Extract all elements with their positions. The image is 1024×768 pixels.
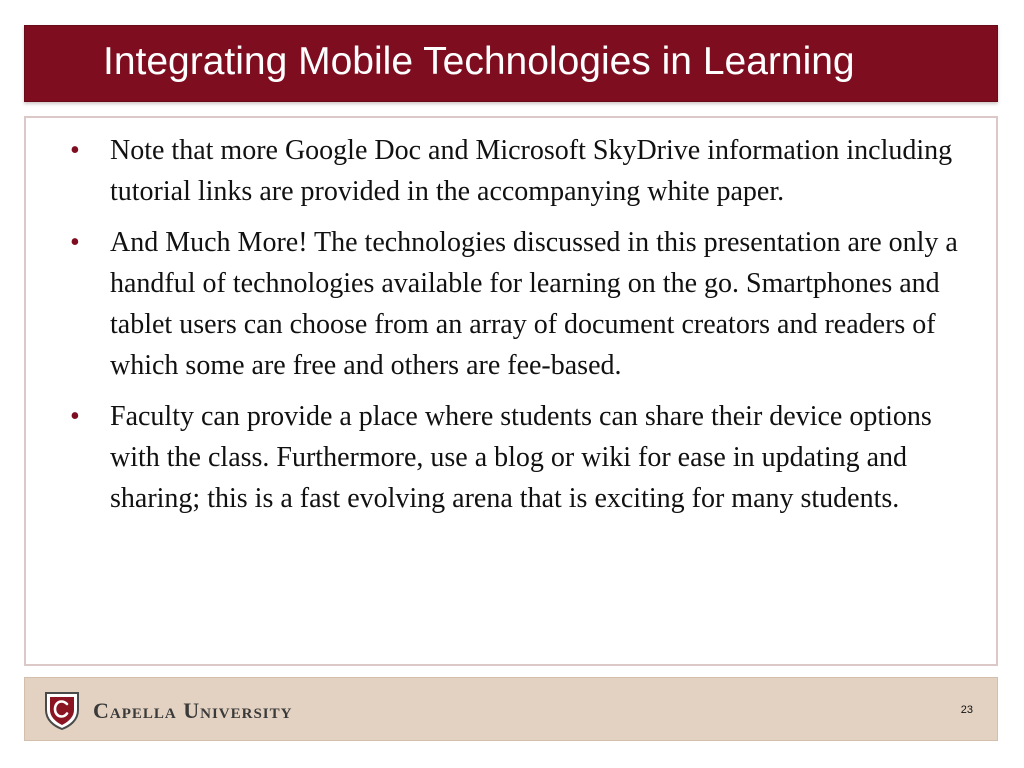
footer-bar — [24, 677, 998, 741]
bullet-text: Faculty can provide a place where students can share their device options with the class. Furthermore, use a blog or wiki for ease in updating and sharing; this is a fast evolving arena that is exciting for many students. — [110, 401, 932, 514]
title-bar — [24, 25, 998, 102]
shield-icon — [43, 690, 81, 730]
page-number: 23 — [960, 704, 973, 716]
bullet-list — [26, 130, 996, 529]
bullet-item — [26, 130, 996, 212]
bullet-marker: • — [70, 227, 80, 258]
bullet-text: Note that more Google Doc and Microsoft SkyDrive information including tutorial links are provided in the accompanying white paper. — [110, 135, 953, 207]
bullet-item — [26, 396, 996, 519]
bullet-marker: • — [70, 135, 80, 166]
capella-logo — [43, 690, 343, 730]
bullet-text: And Much More! The technologies discussed in this presentation are only a handful of technologies available for learning on the go. Smartphones and tablet users can choose from an array of document creators and readers of which some are free and others are fee-based. — [110, 227, 958, 381]
bullet-item — [26, 222, 996, 386]
logo-wordmark: Capella University — [93, 698, 293, 723]
bullet-marker: • — [70, 401, 80, 432]
content-box — [24, 116, 998, 666]
slide-title: Integrating Mobile Technologies in Learning — [103, 40, 855, 83]
